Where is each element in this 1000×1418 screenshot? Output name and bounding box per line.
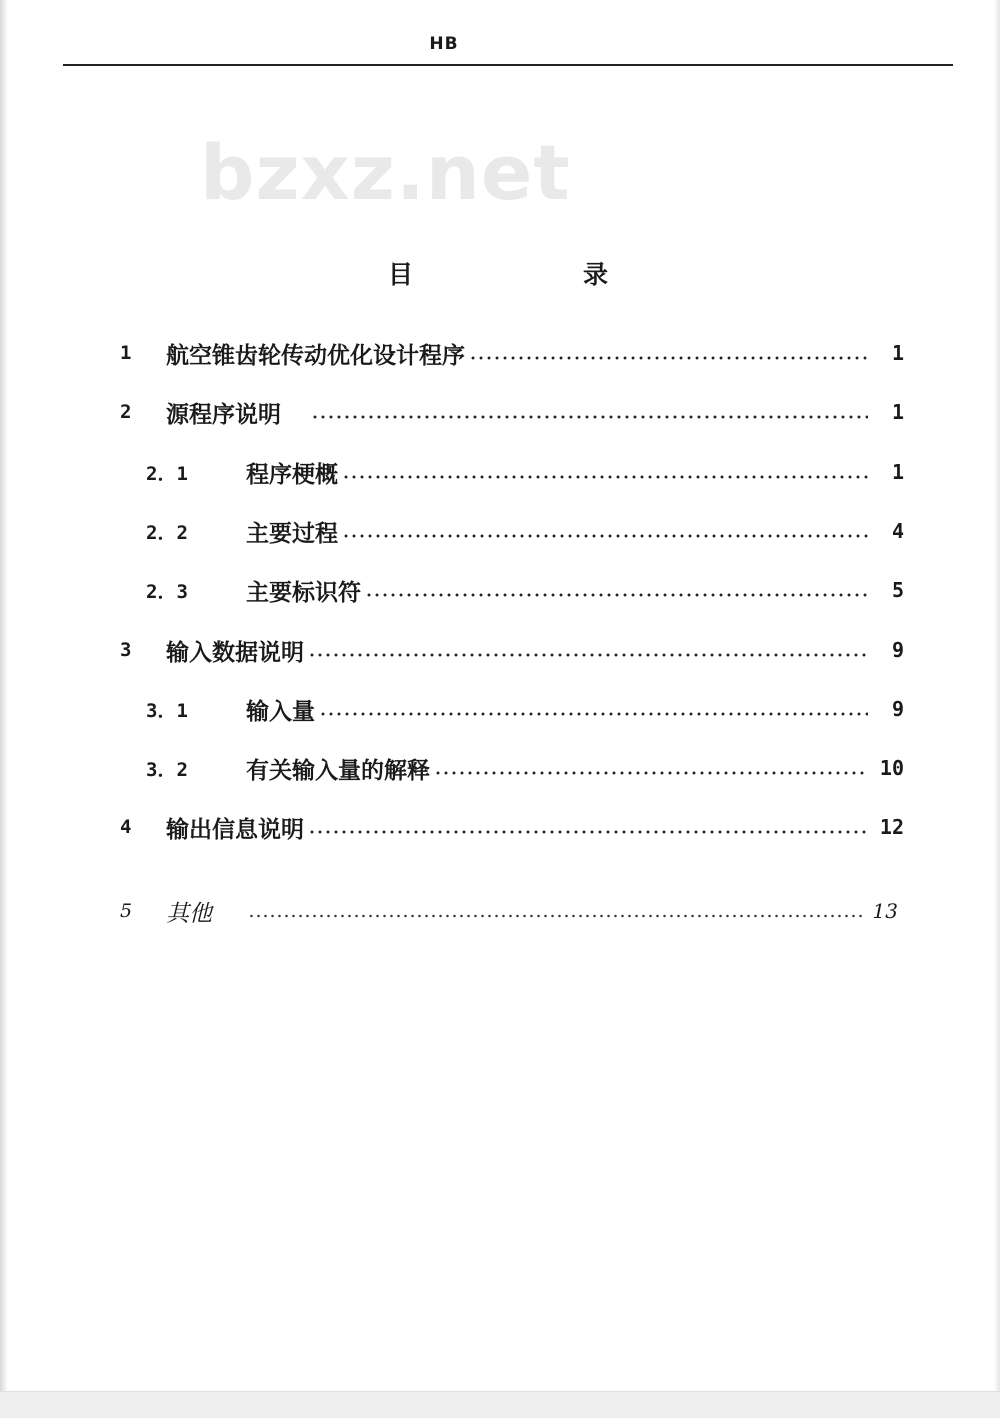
toc-dot-leader <box>308 653 868 657</box>
toc-entry[interactable] <box>146 514 904 548</box>
toc-entry[interactable] <box>120 633 904 667</box>
toc-entry[interactable] <box>146 751 904 785</box>
toc-entry-page: 10 <box>879 756 904 780</box>
toc-entry-page: 13 <box>872 899 898 923</box>
toc-entry-title: 输出信息说明 <box>166 815 304 843</box>
toc-entry[interactable] <box>120 810 904 844</box>
header-code-text: HB <box>429 34 459 54</box>
toc-entry-title: 主要标识符 <box>246 578 361 606</box>
toc-entry-title: 有关输入量的解释 <box>246 756 430 784</box>
toc-entry-number: 2．1 <box>146 462 188 485</box>
toc-entry-number: 2．3 <box>146 580 188 603</box>
toc-entry-title: 航空锥齿轮传动优化设计程序 <box>166 341 465 369</box>
toc-entry-page: 4 <box>891 519 904 543</box>
toc-dot-leader <box>342 475 868 479</box>
toc-dot-leader <box>319 712 868 716</box>
toc-entry-page: 12 <box>879 815 904 839</box>
toc-dot-leader <box>365 593 868 597</box>
toc-entry-page: 1 <box>891 460 904 484</box>
toc-entry-page: 9 <box>891 638 904 662</box>
page-right-edge <box>994 0 1000 1418</box>
toc-entry-title: 输入量 <box>246 697 315 725</box>
toc-entry-page: 5 <box>891 578 904 602</box>
toc-dot-leader <box>434 771 868 775</box>
toc-entry-page: 1 <box>891 400 904 424</box>
toc-dot-leader <box>469 356 868 360</box>
header-rule <box>63 64 953 66</box>
standard-code-header <box>0 34 1000 54</box>
toc-entry-number: 3．1 <box>146 699 188 722</box>
toc-entry-number: 5 <box>120 900 133 922</box>
toc-title <box>388 255 608 291</box>
toc-dot-leader <box>311 415 868 419</box>
toc-entry-number: 3 <box>120 639 132 661</box>
toc-title-right: 录 <box>582 260 608 289</box>
toc-entry[interactable] <box>120 336 904 370</box>
toc-entry[interactable] <box>146 692 904 726</box>
toc-entry-number: 3．2 <box>146 758 188 781</box>
toc-entry-number: 1 <box>120 342 132 364</box>
page-left-edge <box>0 0 8 1418</box>
toc-dot-leader <box>308 830 868 834</box>
toc-dot-leader <box>342 534 868 538</box>
toc-entry-title: 输入数据说明 <box>166 638 304 666</box>
toc-entry-number: 2 <box>120 401 132 423</box>
toc-entry-page: 9 <box>891 697 904 721</box>
toc-dot-leader <box>248 914 862 918</box>
toc-entry-title: 源程序说明 <box>166 400 281 428</box>
page-bottom-edge <box>0 1391 1000 1418</box>
toc-entry-title: 程序梗概 <box>246 460 338 488</box>
toc-entry-page: 1 <box>891 341 904 365</box>
toc-entry-number: 2．2 <box>146 521 188 544</box>
watermark: bzxz.net <box>200 128 571 217</box>
toc-entry[interactable] <box>120 894 898 928</box>
toc-entry[interactable] <box>146 573 904 607</box>
toc-entry-title: 主要过程 <box>246 519 338 547</box>
toc-entry-number: 4 <box>120 816 132 838</box>
toc-entry-title: 其他 <box>166 900 212 927</box>
toc-entry[interactable] <box>146 455 904 489</box>
toc-title-left: 目 <box>388 260 414 289</box>
toc-entry[interactable] <box>120 395 904 429</box>
